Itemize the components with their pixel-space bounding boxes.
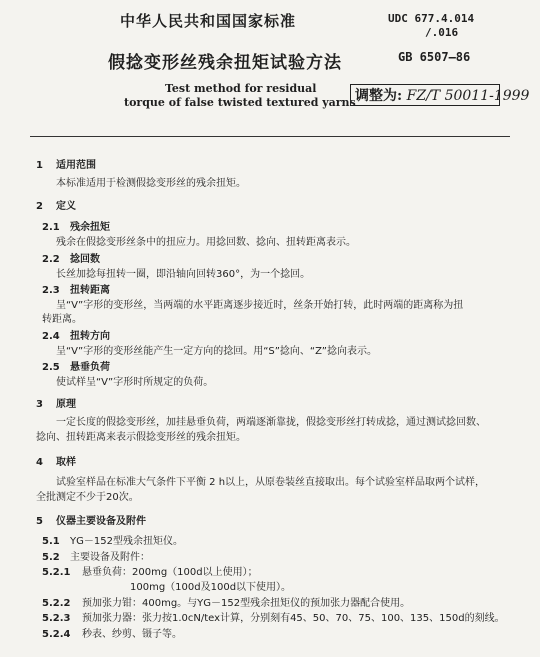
revision-stamp: [350, 84, 530, 106]
subsection-item: 5.2.1 悬垂负荷：200mg（100d以上使用）；: [42, 567, 258, 578]
paragraph: 使试样呈“V”字形时所规定的负荷。: [56, 377, 214, 388]
subsection-heading: 2.4 扭转方向: [42, 331, 110, 342]
subsection-item: 5.2.2 预加张力钳：400mg。与YG－152型残余扭矩仪的预加张力器配合使用。: [42, 598, 411, 609]
subsection-heading: 2.5 悬垂负荷: [42, 362, 110, 373]
subsection-item: 5.2.4 秒表、纱剪、镊子等。: [42, 629, 182, 640]
paragraph: 试验室样品在标准大气条件下平衡 2 h以上，从原卷装丝直接取出。每个试验室样品取两个试样，: [56, 477, 486, 488]
subsection-heading: 2.1 残余扭矩: [42, 222, 110, 233]
udc-code-suffix: /.016: [425, 26, 459, 39]
paragraph: 长丝加捻每扭转一圈，即沿轴向回转360°，为一个捻回。: [56, 269, 311, 280]
paragraph: 呈“V”字形的变形丝，当两端的水平距离逐步接近时，丝条开始打转，此时两端的距离称为扭: [56, 300, 464, 311]
paragraph: 呈“V”字形的变形丝能产生一定方向的捻回。用“S”捻向、“Z”捻向表示。: [56, 346, 377, 357]
udc-code: UDC 677.4.014: [388, 12, 475, 25]
paragraph: 转距离。: [42, 314, 82, 325]
document-title-cn: 假捻变形丝残余扭矩试验方法: [108, 53, 342, 73]
section-heading: 5 仪器主要设备及附件: [36, 516, 146, 527]
section-heading: 1 适用范围: [36, 160, 96, 171]
paragraph: 一定长度的假捻变形丝，加挂悬垂负荷，两端逐渐靠拢，假捻变形丝打转成捻，通过测试捻回数、: [56, 417, 486, 428]
subsection-item: 5.2 主要设备及附件：: [42, 552, 150, 563]
stamp-value: FZ/T 50011-1999: [406, 88, 530, 104]
paragraph: 本标准适用于检测假捻变形丝的残余扭矩。: [56, 178, 246, 189]
subsection-heading: 2.3 扭转距离: [42, 285, 110, 296]
section-heading: 2 定义: [36, 201, 76, 212]
header-divider: [30, 136, 510, 137]
paragraph: 100mg（100d及100d以下使用）。: [130, 582, 292, 593]
stamp-label: 调整为:: [355, 88, 403, 104]
paragraph: 全批测定不少于20次。: [36, 492, 139, 503]
subsection-heading: 2.2 捻回数: [42, 254, 100, 265]
section-heading: 4 取样: [36, 457, 76, 468]
paragraph: 残余在假捻变形丝条中的扭应力。用捻回数、捻向、扭转距离表示。: [56, 237, 356, 248]
document-title-en-line2: torque of false twisted textured yarns: [124, 96, 356, 109]
standard-number: GB 6507—86: [398, 50, 471, 64]
document-title-en-line1: Test method for residual: [165, 82, 317, 95]
subsection-item: 5.2.3 预加张力器：张力按1.0cN/tex计算，分别刻有45、50、70、75、100、135、150d的刻线。: [42, 613, 505, 624]
section-heading: 3 原理: [36, 399, 76, 410]
subsection-item: 5.1 YG－152型残余扭矩仪。: [42, 536, 183, 547]
issuing-organization: 中华人民共和国国家标准: [120, 12, 297, 30]
paragraph: 捻向、扭转距离来表示假捻变形丝的残余扭矩。: [36, 432, 246, 443]
